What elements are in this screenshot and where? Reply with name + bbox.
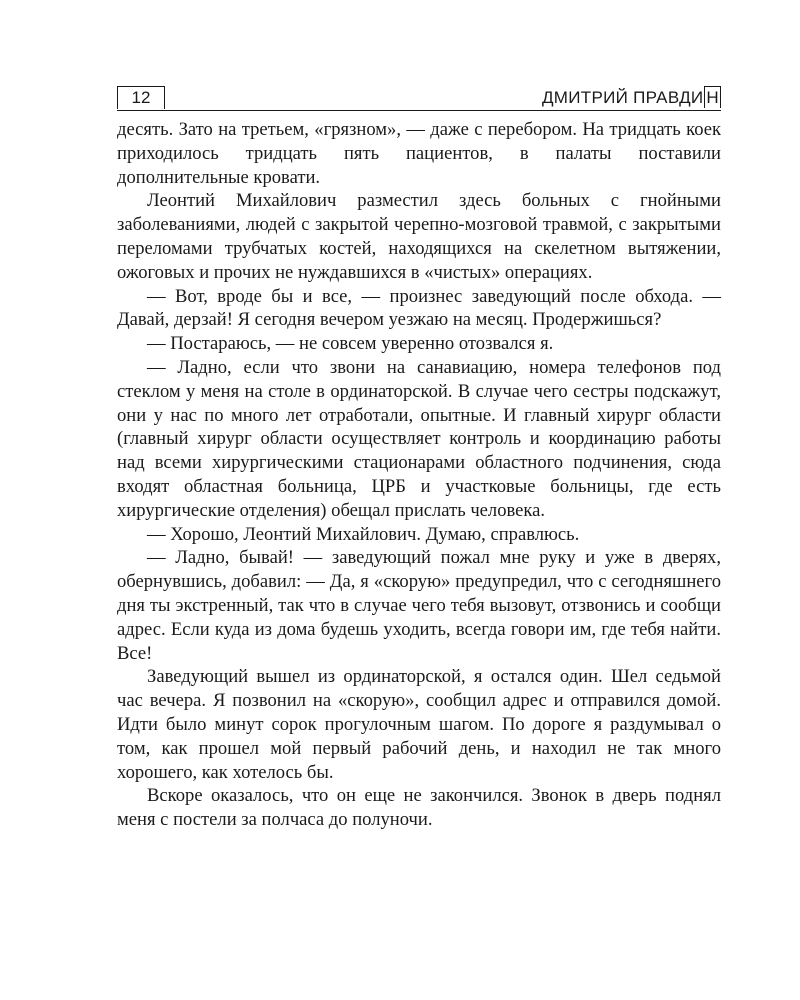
running-title <box>542 86 721 108</box>
page-number: 12 <box>117 86 165 109</box>
paragraph: Вскоре оказалось, что он еще не закончился. Звонок в дверь поднял меня с постели за полчаса до полуночи. <box>117 785 721 831</box>
body-text <box>117 118 721 832</box>
paragraph: — Вот, вроде бы и все, — произнес заведующий после обхода. — Давай, дерзай! Я сегодня вечером уезжаю на месяц. Продержишься? <box>117 285 721 331</box>
running-title-last-letter: Н <box>706 88 719 107</box>
paragraph: — Ладно, если что звони на санавиацию, номера телефонов под стеклом у меня на столе в ординаторской. В случае чего сестры подскажут, они у нас по много лет отработали, опытные. И главный хирург области (главный хирург области осуществляет контроль и координацию работы над всеми хирургическими стационарами областного подчинения, сюда входят областная больница, ЦРБ и участковые больницы, где есть хирургические отделения) обещал прислать человека. <box>117 356 721 521</box>
paragraph: Леонтий Михайлович разместил здесь больных с гнойными заболеваниями, людей с закрытой черепно-мозговой травмой, с закрытыми переломами трубчатых костей, находящихся на скелетном вытяжении, ожоговых и прочих не нуждавшихся в «чистых» операциях. <box>117 190 721 283</box>
paragraph: — Хорошо, Леонтий Михайлович. Думаю, справлюсь. <box>147 523 580 545</box>
running-title-main: ДМИТРИЙ ПРАВДИ <box>541 88 704 107</box>
paragraph: Заведующий вышел из ординаторской, я остался один. Шел седьмой час вечера. Я позвонил на «скорую», сообщил адрес и отправился домой. Идти было минут сорок прогулочным шагом. По дороге я раздумывал о том, как прошел мой первый рабочий день, и находил не так много хорошего, как хотелось бы. <box>117 666 721 783</box>
paragraph: — Постараюсь, — не совсем уверенно отозвался я. <box>147 333 554 355</box>
page-header <box>117 86 721 111</box>
paragraph: — Ладно, бывай! — заведующий пожал мне руку и уже в дверях, обернувшись, добавил: — Да, я «скорую» предупредил, что с сегодняшнего дня ты экстренный, так что в случае чего тебя вызовут, отзвонись и сообщи адрес. Если куда из дома будешь уходить, всегда говори им, где тебя найти. Все! <box>117 547 721 664</box>
paragraph: десять. Зато на третьем, «грязном», — даже с перебором. На тридцать коек приходилось тридцать пять пациентов, в палаты поставили дополнительные кровати. <box>117 119 721 188</box>
